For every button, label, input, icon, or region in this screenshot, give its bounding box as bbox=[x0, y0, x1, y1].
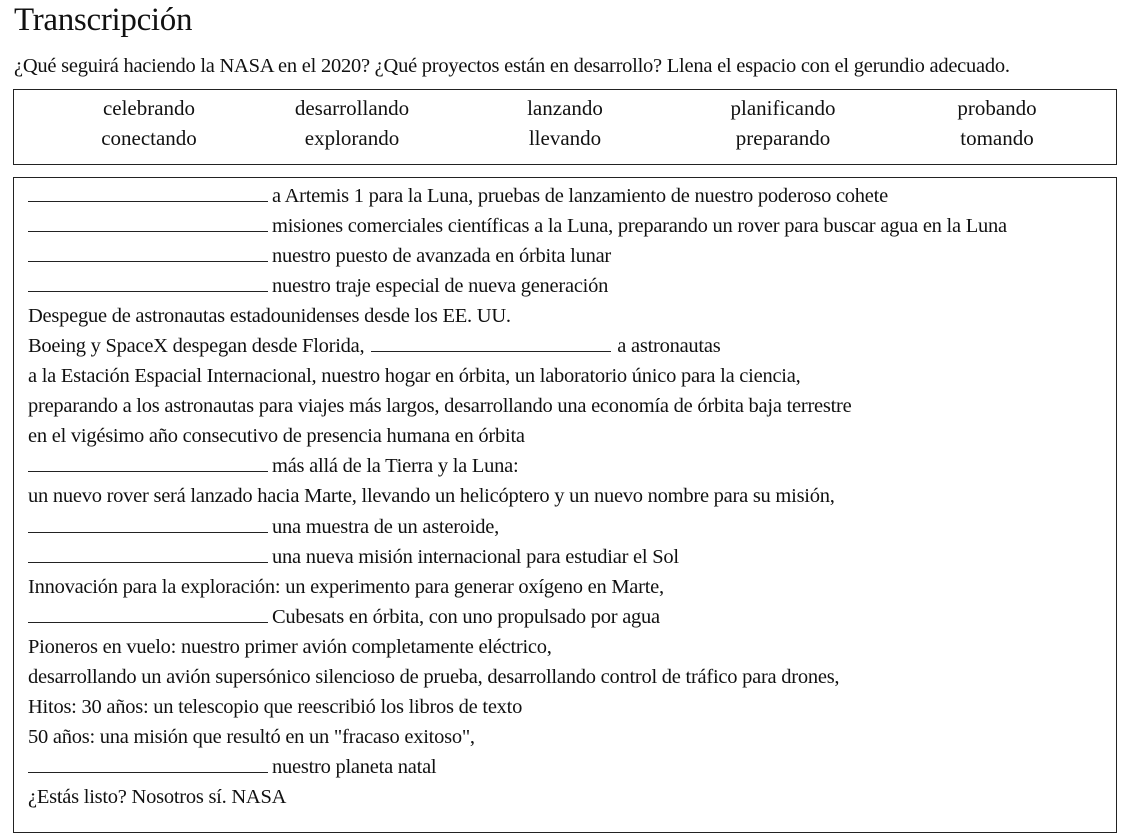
transcript-text: Hitos: 30 años: un telescopio que reescribió los libros de texto bbox=[28, 695, 523, 718]
word-bank-word: explorando bbox=[304, 126, 400, 150]
transcript-line bbox=[28, 602, 1007, 632]
fill-in-blank[interactable] bbox=[28, 211, 268, 232]
transcript-line bbox=[28, 331, 1007, 361]
transcript-line bbox=[28, 782, 1007, 812]
transcript-text: a la Estación Espacial Internacional, nuestro hogar en órbita, un laboratorio único para la ciencia, bbox=[28, 365, 801, 388]
fill-in-blank[interactable] bbox=[28, 602, 268, 623]
word-bank-word: probando bbox=[957, 96, 1037, 120]
transcript-text: Despegue de astronautas estadounidenses desde los EE. UU. bbox=[28, 305, 511, 328]
transcript-text: desarrollando un avión supersónico silencioso de prueba, desarrollando control de tráfico para drones, bbox=[28, 665, 840, 688]
transcript-text: más allá de la Tierra y la Luna: bbox=[272, 455, 519, 478]
word-bank-word: conectando bbox=[101, 126, 197, 150]
fill-in-blank[interactable] bbox=[28, 451, 268, 472]
word-bank-word: planificando bbox=[730, 96, 836, 120]
word-bank-word: lanzando bbox=[527, 96, 603, 120]
word-bank bbox=[13, 89, 1117, 165]
word-bank-word: llevando bbox=[528, 126, 602, 150]
transcript-line bbox=[28, 722, 1007, 752]
transcript-text: a astronautas bbox=[617, 335, 721, 358]
word-bank-column bbox=[455, 93, 675, 153]
transcript-text: preparando a los astronautas para viajes más largos, desarrollando una economía de órbita baja terrestre bbox=[28, 395, 852, 418]
transcript-line bbox=[28, 662, 1007, 692]
word-bank-word: tomando bbox=[960, 126, 1034, 150]
fill-in-blank[interactable] bbox=[371, 331, 611, 352]
transcript-line bbox=[28, 572, 1007, 602]
word-bank-word: preparando bbox=[735, 126, 831, 150]
transcript-line bbox=[28, 241, 1007, 271]
transcript-line bbox=[28, 451, 1007, 481]
transcript-line bbox=[28, 481, 1007, 511]
word-bank-word: celebrando bbox=[102, 96, 196, 120]
transcript-line bbox=[28, 752, 1007, 782]
transcript-text: una nueva misión internacional para estudiar el Sol bbox=[272, 545, 679, 568]
fill-in-blank[interactable] bbox=[28, 271, 268, 292]
word-bank-column bbox=[673, 93, 893, 153]
transcript-text: Cubesats en órbita, con uno propulsado por agua bbox=[272, 605, 660, 628]
fill-in-blank[interactable] bbox=[28, 241, 268, 262]
fill-in-blank[interactable] bbox=[28, 542, 268, 563]
word-bank-column bbox=[887, 93, 1107, 153]
word-bank-word: desarrollando bbox=[294, 96, 410, 120]
transcript-text: Boeing y SpaceX despegan desde Florida, bbox=[28, 335, 365, 358]
transcript-line bbox=[28, 542, 1007, 572]
transcript-line bbox=[28, 361, 1007, 391]
word-bank-column bbox=[242, 93, 462, 153]
page-title: Transcripción bbox=[14, 2, 193, 38]
transcript-box bbox=[13, 177, 1117, 833]
transcript-text: un nuevo rover será lanzado hacia Marte, llevando un helicóptero y un nuevo nombre para su misión, bbox=[28, 485, 835, 508]
transcript-line bbox=[28, 512, 1007, 542]
fill-in-blank[interactable] bbox=[28, 752, 268, 773]
transcript-text: nuestro traje especial de nueva generación bbox=[272, 275, 609, 298]
transcript-text: ¿Estás listo? Nosotros sí. NASA bbox=[28, 785, 287, 808]
transcript-line bbox=[28, 211, 1007, 241]
transcript-text: a Artemis 1 para la Luna, pruebas de lanzamiento de nuestro poderoso cohete bbox=[272, 185, 888, 207]
transcript-line bbox=[28, 181, 1007, 211]
transcript-lines bbox=[28, 181, 1007, 812]
transcript-text: nuestro planeta natal bbox=[272, 755, 437, 778]
transcript-text: nuestro puesto de avanzada en órbita lunar bbox=[272, 245, 612, 268]
fill-in-blank[interactable] bbox=[28, 181, 268, 202]
transcript-line bbox=[28, 421, 1007, 451]
instructions: ¿Qué seguirá haciendo la NASA en el 2020? ¿Qué proyectos están en desarrollo? Llena el espacio con el gerundio adecuado. bbox=[14, 55, 1010, 77]
transcript-line bbox=[28, 692, 1007, 722]
transcript-line bbox=[28, 391, 1007, 421]
transcript-line bbox=[28, 301, 1007, 331]
fill-in-blank[interactable] bbox=[28, 512, 268, 533]
transcript-text: Pioneros en vuelo: nuestro primer avión completamente eléctrico, bbox=[28, 635, 552, 658]
transcript-text: misiones comerciales científicas a la Luna, preparando un rover para buscar agua en la Luna bbox=[272, 215, 1007, 238]
transcript-text: 50 años: una misión que resultó en un "fracaso exitoso", bbox=[28, 725, 475, 748]
word-bank-column bbox=[39, 93, 259, 153]
transcript-line bbox=[28, 271, 1007, 301]
transcript-text: una muestra de un asteroide, bbox=[272, 515, 499, 538]
transcript-line bbox=[28, 632, 1007, 662]
transcript-text: en el vigésimo año consecutivo de presencia humana en órbita bbox=[28, 425, 525, 448]
transcript-text: Innovación para la exploración: un experimento para generar oxígeno en Marte, bbox=[28, 575, 664, 598]
